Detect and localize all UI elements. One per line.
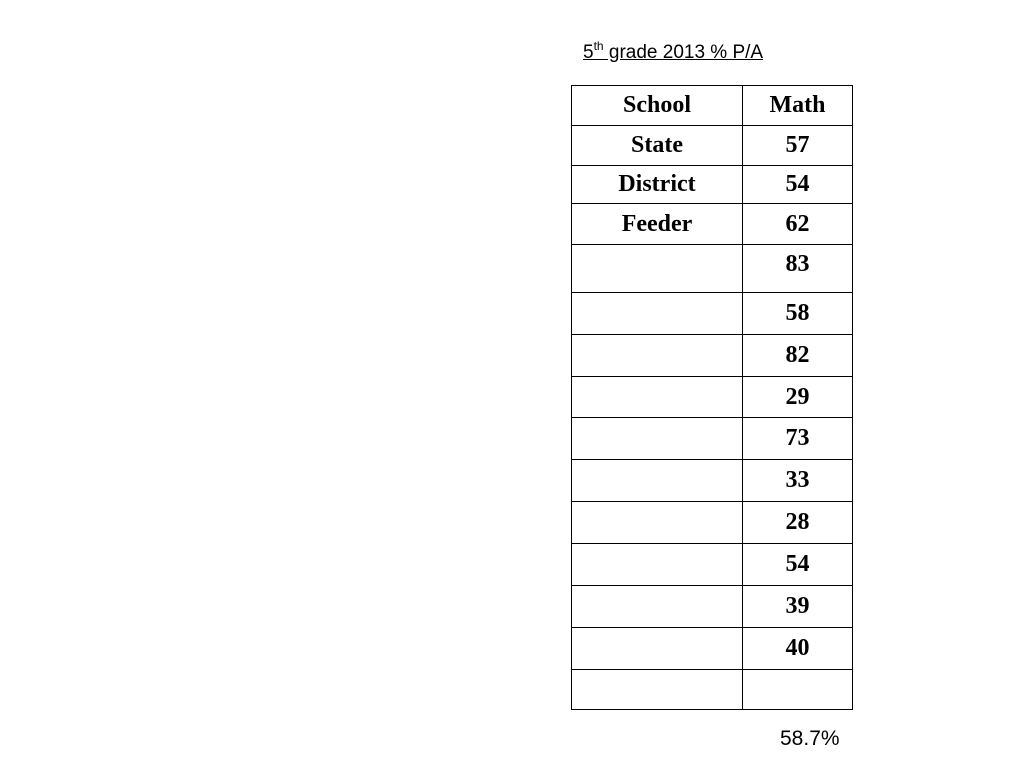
slide-title xyxy=(583,39,764,64)
table-row xyxy=(572,293,853,335)
table-row xyxy=(572,460,853,502)
math-cell: 62 xyxy=(743,204,853,245)
table-row xyxy=(572,670,853,710)
table-row xyxy=(572,586,853,628)
school-cell: Feeder xyxy=(572,204,743,245)
math-cell: 73 xyxy=(743,418,853,460)
school-cell xyxy=(572,418,743,460)
table-row xyxy=(572,335,853,377)
school-cell xyxy=(572,460,743,502)
table-row xyxy=(572,418,853,460)
math-scores-table xyxy=(571,85,853,710)
table-row xyxy=(572,166,853,204)
table-row xyxy=(572,502,853,544)
math-cell: 58 xyxy=(743,293,853,335)
title-superscript: th xyxy=(593,39,604,53)
table-header-row xyxy=(572,86,853,126)
school-cell xyxy=(572,502,743,544)
table-row xyxy=(572,544,853,586)
average-percentage: 58.7% xyxy=(780,727,840,750)
school-cell: District xyxy=(572,166,743,204)
table-row xyxy=(572,245,853,293)
school-cell xyxy=(572,628,743,670)
table-row xyxy=(572,377,853,418)
math-cell: 39 xyxy=(743,586,853,628)
school-cell: State xyxy=(572,126,743,166)
math-cell: 54 xyxy=(743,166,853,204)
math-cell: 82 xyxy=(743,335,853,377)
table-row xyxy=(572,126,853,166)
header-school: School xyxy=(572,86,743,126)
math-cell: 40 xyxy=(743,628,853,670)
math-cell: 54 xyxy=(743,544,853,586)
math-cell: 28 xyxy=(743,502,853,544)
table-row xyxy=(572,628,853,670)
school-cell xyxy=(572,586,743,628)
math-cell: 83 xyxy=(743,245,853,293)
school-cell xyxy=(572,670,743,710)
school-cell xyxy=(572,245,743,293)
school-cell xyxy=(572,377,743,418)
title-rest: grade 2013 % P/A xyxy=(603,42,764,63)
table-row xyxy=(572,204,853,245)
school-cell xyxy=(572,335,743,377)
math-cell: 33 xyxy=(743,460,853,502)
math-cell: 29 xyxy=(743,377,853,418)
math-cell: 57 xyxy=(743,126,853,166)
title-number: 5 xyxy=(583,42,594,63)
header-math: Math xyxy=(743,86,853,126)
school-cell xyxy=(572,544,743,586)
school-cell xyxy=(572,293,743,335)
math-cell xyxy=(743,670,853,710)
